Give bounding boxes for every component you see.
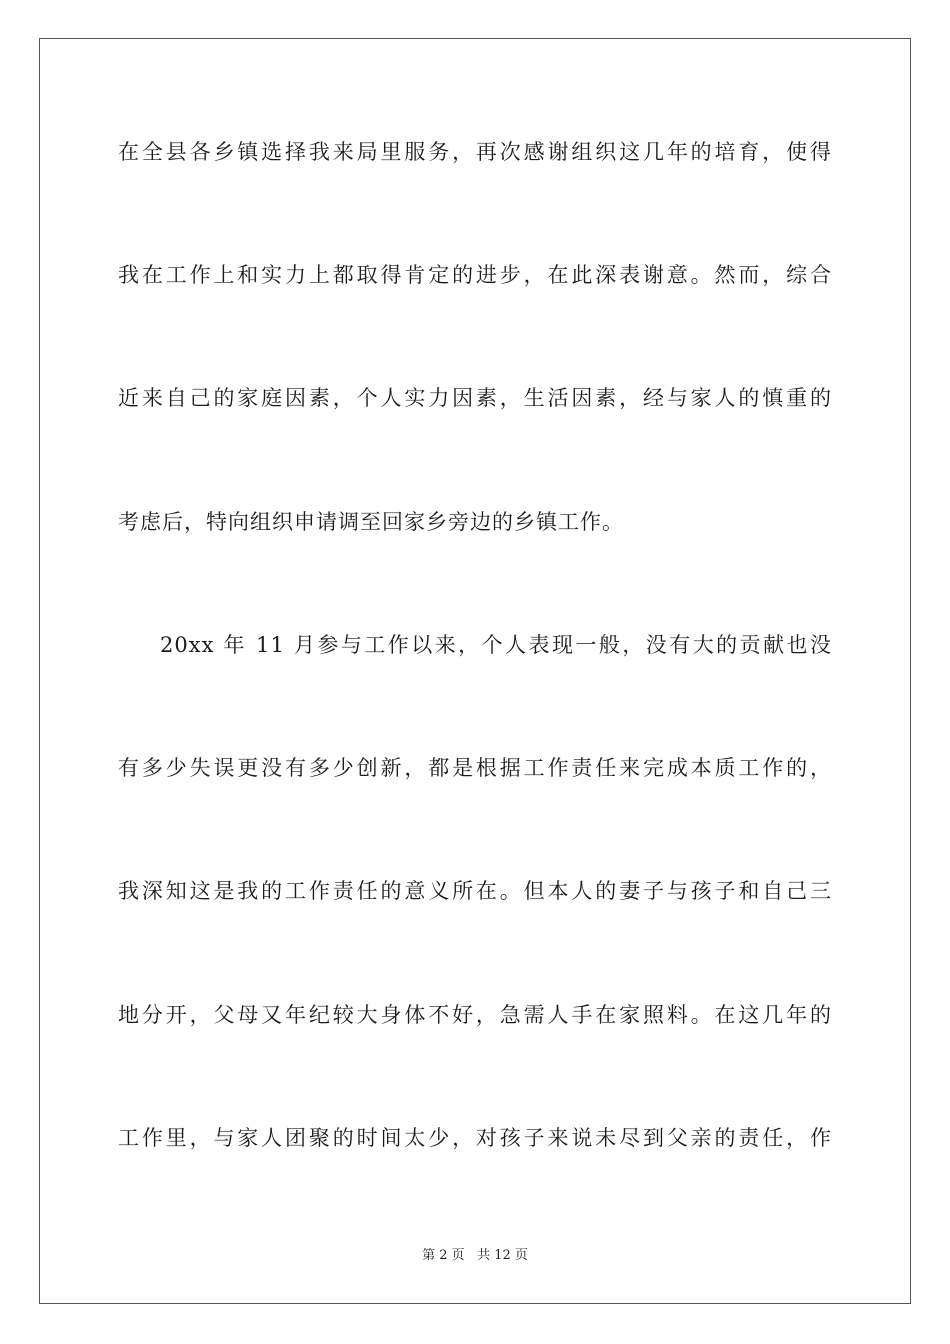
text-line: 近来自己的家庭因素，个人实力因素，生活因素，经与家人的慎重的 bbox=[118, 386, 832, 410]
text-line: 我深知这是我的工作责任的意义所在。但本人的妻子与孩子和自己三 bbox=[118, 879, 832, 903]
page-total: 共 12 页 bbox=[477, 1248, 528, 1263]
text-line: 工作里，与家人团聚的时间太少，对孩子来说未尽到父亲的责任，作 bbox=[118, 1126, 832, 1150]
page-footer bbox=[0, 1247, 950, 1265]
page-border bbox=[39, 38, 911, 1304]
text-line: 地分开，父母又年纪较大身体不好，急需人手在家照料。在这几年的 bbox=[118, 1003, 832, 1027]
text-line: 考虑后，特向组织申请调至回家乡旁边的乡镇工作。 bbox=[118, 510, 624, 534]
text-line: 有多少失误更没有多少创新，都是根据工作责任来完成本质工作的， bbox=[118, 756, 832, 780]
paragraph-first-line: 20xx 年 11 月参与工作以来，个人表现一般，没有大的贡献也没 bbox=[160, 633, 832, 657]
text-line: 在全县各乡镇选择我来局里服务，再次感谢组织这几年的培育，使得 bbox=[118, 140, 832, 164]
text-line: 我在工作上和实力上都取得肯定的进步，在此深表谢意。然而，综合 bbox=[118, 263, 832, 287]
page-number: 第 2 页 bbox=[422, 1248, 465, 1263]
